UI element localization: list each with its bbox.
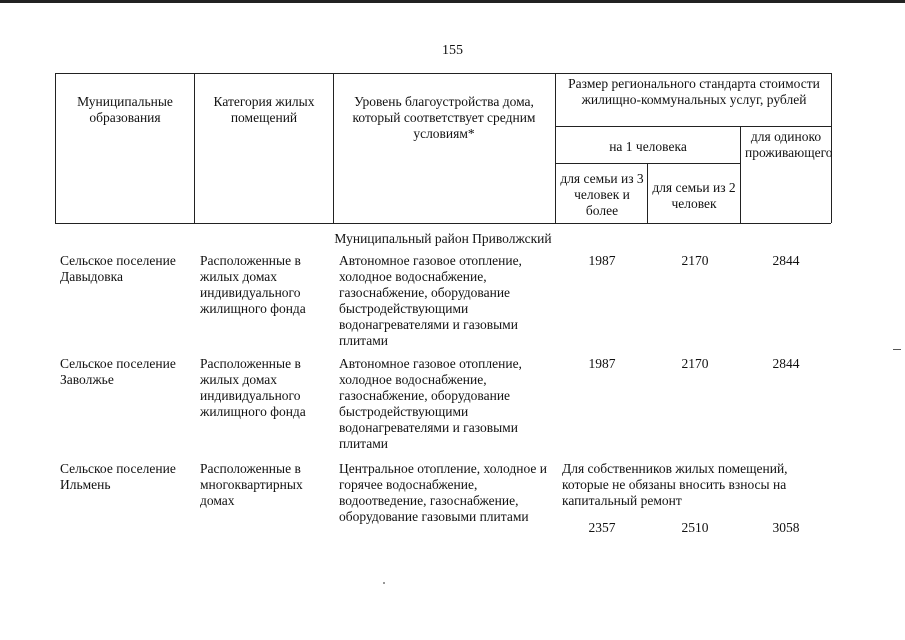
top-border-rule bbox=[0, 0, 905, 3]
header-family-3: для семьи из 3 человек и более bbox=[560, 171, 644, 218]
table-header-bottom-line bbox=[55, 223, 831, 224]
row-family2-value: 2170 bbox=[681, 253, 709, 268]
table-top-line bbox=[55, 73, 831, 74]
header-amenity-level: Уровень благоустройства дома, который соответствует средним условиям* bbox=[352, 94, 536, 141]
col-divider-3 bbox=[555, 73, 556, 223]
header-standard-size: Размер регионального стандарта стоимости жилищно-коммунальных услуг, рублей bbox=[568, 76, 820, 107]
row-family3-value: 2357 bbox=[588, 520, 616, 535]
row-family3-value: 1987 bbox=[588, 253, 616, 268]
row-municipality: Сельское поселение Давыдовка bbox=[60, 253, 176, 284]
header-municipality: Муниципальные образования bbox=[77, 94, 173, 125]
row-single-value: 2844 bbox=[772, 356, 800, 371]
row-single-value: 2844 bbox=[772, 253, 800, 268]
row-single-value: 3058 bbox=[772, 520, 800, 535]
margin-mark bbox=[893, 349, 901, 350]
row-municipality: Сельское поселение Заволжье bbox=[60, 356, 176, 387]
row-note: Для собственников жилых помещений, которые не обязаны вносить взносы на капитальный ремонт bbox=[562, 461, 788, 508]
header-family-2: для семьи из 2 человек bbox=[652, 180, 736, 211]
row-amenity: Автономное газовое отопление, холодное водоснабжение, газоснабжение, оборудование быстродействующими водонагревателями и газовыми плитами bbox=[339, 253, 522, 348]
col-divider-5 bbox=[740, 126, 741, 223]
scan-speck bbox=[383, 582, 385, 584]
row-category: Расположенные в жилых домах индивидуального жилищного фонда bbox=[200, 356, 306, 419]
row-family2-value: 2170 bbox=[681, 356, 709, 371]
table-left-border bbox=[55, 73, 56, 223]
col-divider-2 bbox=[333, 73, 334, 223]
row-amenity: Центральное отопление, холодное и горячее водоснабжение, водоотведение, газоснабжение, оборудование газовыми плитами bbox=[339, 461, 547, 524]
page-number: 155 bbox=[442, 43, 463, 58]
col-divider-4 bbox=[647, 163, 648, 223]
header-single: для одиноко проживающего bbox=[745, 129, 833, 160]
district-title: Муниципальный район Приволжский bbox=[334, 231, 552, 246]
row-category: Расположенные в жилых домах индивидуального жилищного фонда bbox=[200, 253, 306, 316]
col-divider-1 bbox=[194, 73, 195, 223]
header-category: Категория жилых помещений bbox=[213, 94, 315, 125]
row-municipality: Сельское поселение Ильмень bbox=[60, 461, 176, 492]
row-category: Расположенные в многоквартирных домах bbox=[200, 461, 303, 508]
header-per-person: на 1 человека bbox=[609, 139, 687, 154]
row-family2-value: 2510 bbox=[681, 520, 709, 535]
row-family3-value: 1987 bbox=[588, 356, 616, 371]
row-amenity: Автономное газовое отопление, холодное водоснабжение, газоснабжение, оборудование быстродействующими водонагревателями и газовыми плитами bbox=[339, 356, 522, 451]
standard-subheader-line bbox=[555, 126, 831, 127]
